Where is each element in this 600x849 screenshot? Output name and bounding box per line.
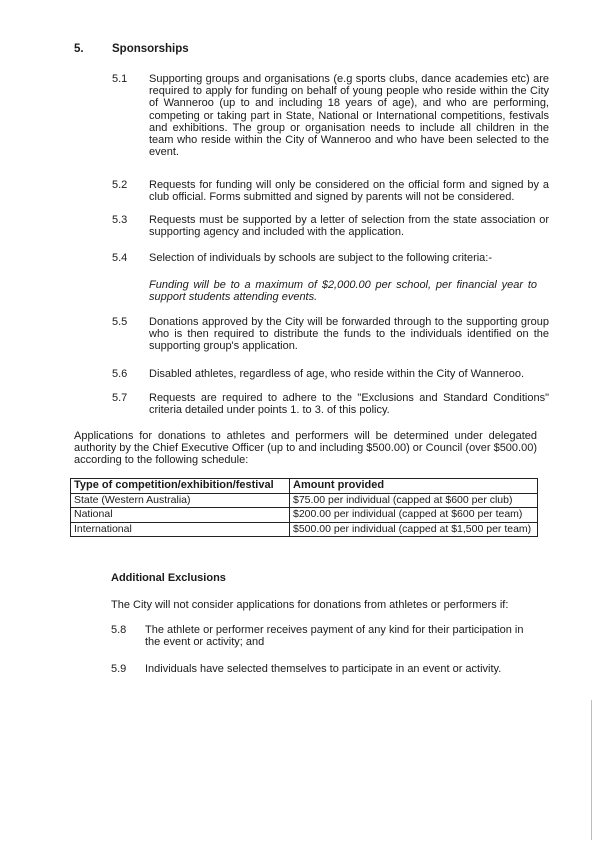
clause-text: Requests for funding will only be considered on the official form and signed by a club official. Forms submitted and signed by parents will not be considered. [149,179,549,204]
table-header-row [71,479,538,494]
clause-text: Disabled athletes, regardless of age, who reside within the City of Wanneroo. [149,368,525,380]
column-header-amount: Amount provided [290,479,538,494]
clause-number: 5.5 [112,316,128,328]
clause-number: 5.9 [111,663,127,675]
clause-number: 5.4 [112,252,128,264]
delegation-paragraph: Applications for donations to athletes and performers will be determined under delegated authority by the Chief Executive Officer (up to and including $500.00) or Council (over $500.00) according to the following schedule: [74,430,537,467]
table-row [71,522,538,537]
column-header-type: Type of competition/exhibition/festival [71,479,290,494]
clause-number: 5.6 [112,368,128,380]
schedule-table [70,478,538,537]
clause-text: Donations approved by the City will be forwarded through to the supporting group who is then required to distribute the funds to the individuals identified on the supporting group's application. [149,316,549,353]
clause-text: Requests must be supported by a letter of selection from the state association or supporting agency and included with the application. [149,214,549,239]
section-number: 5. [74,43,84,55]
table-row [71,508,538,523]
section-title: Sponsorships [112,43,189,55]
exclusions-intro: The City will not consider applications for donations from athletes or performers if: [111,599,509,611]
scan-edge-line [591,700,592,840]
clause-number: 5.7 [112,392,128,404]
clause-text: Selection of individuals by schools are subject to the following criteria:- [149,252,493,264]
table-cell: $75.00 per individual (capped at $600 per club) [290,493,538,508]
table-cell: National [71,508,290,523]
clause-number: 5.3 [112,214,128,226]
clause-text: Requests are required to adhere to the "Exclusions and Standard Conditions" criteria detailed under points 1. to 3. of this policy. [149,392,549,417]
table-cell: International [71,522,290,537]
table-row [71,493,538,508]
clause-number: 5.2 [112,179,128,191]
exclusions-heading: Additional Exclusions [111,572,226,584]
clause-number: 5.1 [112,73,128,85]
clause-text: The athlete or performer receives payment of any kind for their participation in the event or activity; and [145,624,524,649]
clause-text: Individuals have selected themselves to participate in an event or activity. [145,663,502,675]
table-cell: $200.00 per individual (capped at $600 per team) [290,508,538,523]
clause-number: 5.8 [111,624,127,636]
clause-text: Supporting groups and organisations (e.g sports clubs, dance academies etc) are required to apply for funding on behalf of young people who reside within the City of Wanneroo (up to and including 18 years of age), and who are performing, competing or taking part in State, National or International competitions, festivals and exhibitions. The group or organisation needs to include all children in the team who reside within the City of Wanneroo and who have been selected to the event. [149,73,549,159]
table-cell: State (Western Australia) [71,493,290,508]
school-funding-note: Funding will be to a maximum of $2,000.00 per school, per financial year to support students attending events. [149,279,537,304]
table-cell: $500.00 per individual (capped at $1,500 per team) [290,522,538,537]
